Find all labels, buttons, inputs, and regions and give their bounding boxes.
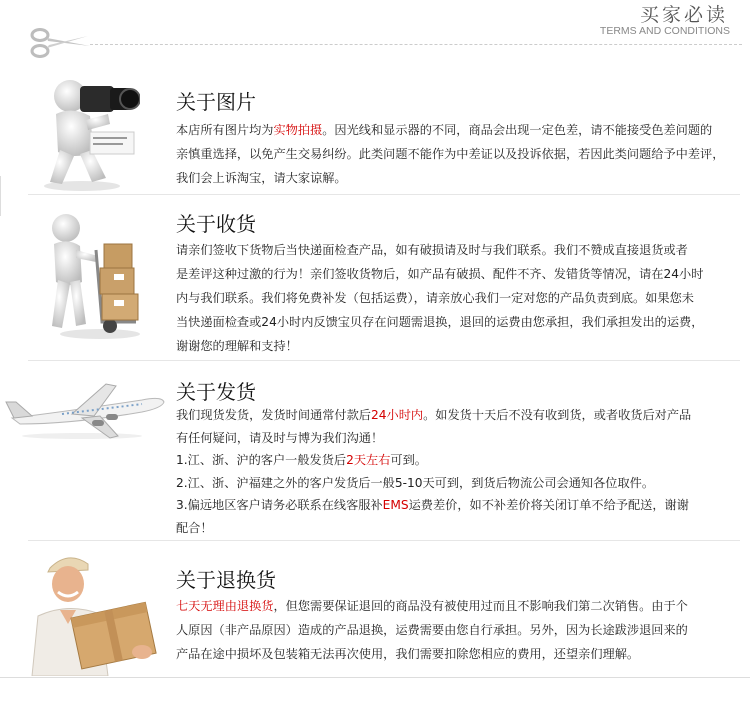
delivery-man-box-image [24,548,160,676]
highlight-24-hours: 24小时内 [371,408,424,422]
text-line: 产品在途中损坏及包装箱无法再次使用，我们需要扣除您相应的费用，还望亲们理解。 [176,647,640,661]
text-line: 请亲们签收下货物后当快递面检查产品，如有破损请及时与我们联系。我们不赞成直接退货或者 [176,243,688,257]
text-line: 内与我们联系。我们将免费补发（包括运费），请亲放心我们一定对您的产品负责到底。如果您未 [176,291,694,305]
text-line: 2.江、浙、沪福建之外的客户发货后一般5-10天可到，到货后物流公司会通知各位取件。 [176,475,655,490]
section-returns [0,540,750,677]
section-photos [0,60,750,194]
text-line: 本店所有图片均为实物拍摄。因光线和显示器的不同，商品会出现一定色差，请不能接受色差问题的 [176,123,713,137]
section-body-photos [176,118,736,190]
bottom-border [0,677,750,678]
text-line: 1.江、浙、沪的客户一般发货后2天左右可到。 [176,453,427,467]
highlight-7-day-return: 七天无理由退换货 [176,599,274,613]
text-line: 人原因（非产品原因）造成的产品退换，运费需要由您自行承担。另外，因为长途跋涉退回来的 [176,623,688,637]
section-title-photos: 关于图片 [176,90,256,114]
section-title-receiving: 关于收货 [176,212,256,236]
text-line: 当快递面检查或24小时内反馈宝贝存在问题需退换，退回的运费由您承担，我们承担发出的运费， [176,315,704,329]
text-line: 是差评这种过激的行为！亲们签收货物后，如产品有破损、配件不齐、发错货等情况，请在24小时 [176,267,704,281]
highlight-2-days: 2天左右 [346,453,391,467]
section-title-returns: 关于退换货 [176,568,276,592]
section-body-shipping [176,404,736,539]
text-line: 有任何疑问，请及时与博为我们沟通！ [176,430,384,445]
airplane-image [2,378,168,442]
scissors-icon [30,26,92,60]
text-line: 七天无理由退换货，但您需要保证退回的商品没有被使用过而且不影响我们第二次销售。由于个 [176,599,688,613]
page-title: 买家必读 [639,4,728,26]
section-shipping [0,360,750,540]
text-line: 配合！ [176,520,213,535]
section-title-shipping: 关于发货 [176,380,256,404]
text-line: 我们会上诉淘宝，请大家谅解。 [176,171,347,185]
photographer-figure-image [30,74,140,192]
section-receiving [0,194,750,360]
section-body-receiving [176,238,736,358]
section-body-returns [176,594,736,666]
header [0,0,750,60]
dashed-cut-line [90,44,742,45]
text-line: 亲慎重选择，以免产生交易纠纷。此类问题不能作为中差证以及投诉依据，若因此类问题给予中差评， [176,147,725,161]
highlight-ems: EMS [382,498,409,512]
handcart-boxes-figure-image [40,210,150,340]
text-line: 谢谢您的理解和支持！ [176,339,298,353]
highlight-real-photos: 实物拍摄 [273,123,323,137]
text-line: 3.偏远地区客户请务必联系在线客服补EMS运费差价，如不补差价将关闭订单不给予配送，谢谢 [176,498,689,512]
text-line: 我们现货发货，发货时间通常付款后24小时内。如发货十天后不没有收到货，或者收货后对产品 [176,408,692,422]
page-subtitle: TERMS AND CONDITIONS [599,25,730,37]
